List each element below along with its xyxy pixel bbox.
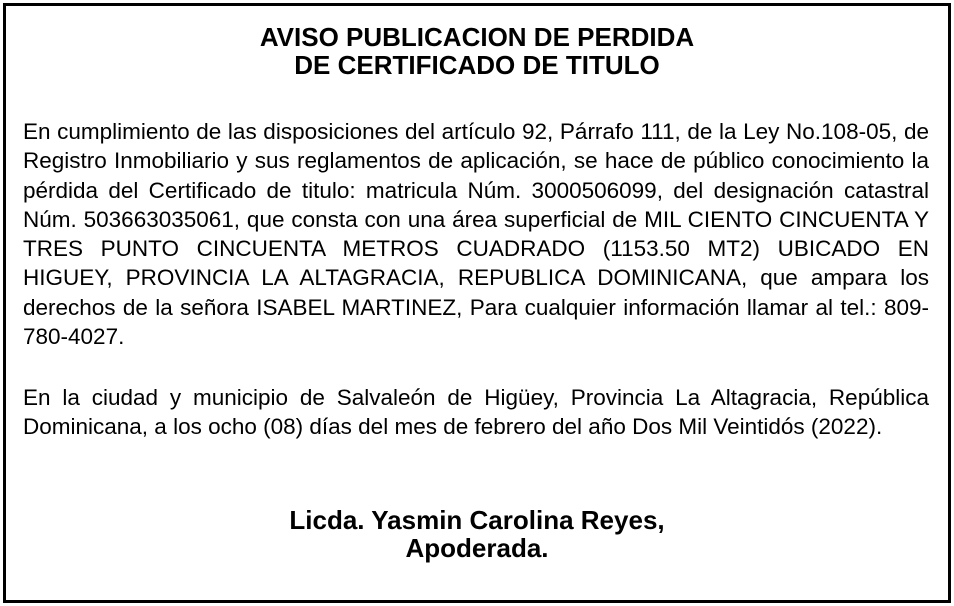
notice-body-paragraph: En cumplimiento de las disposiciones del artículo 92, Párrafo 111, de la Ley No.108-05, de Registro Inmobiliario y sus reglamentos de aplicación, se hace de público conocimiento la pérdida del Certificado de titulo: matricula Núm. 3000506099, del designación catastral Núm. 503663035061, que consta con una área superficial de MIL CIENTO CINCUENTA Y TRES PUNTO CINCUENTA METROS CUADRADO (1153.50 MT2) UBICADO EN HIGUEY, PROVINCIA LA ALTAGRACIA, REPUBLICA DOMINICANA, que ampara los derechos de la señora ISABEL MARTINEZ, Para cualquier información llamar al tel.: 809-780-4027. xyxy=(23,119,929,350)
signatory-name: Licda. Yasmin Carolina Reyes, xyxy=(289,505,665,535)
signature-block xyxy=(6,506,948,562)
signatory-role: Apoderada. xyxy=(405,533,549,563)
notice-title-line-2: DE CERTIFICADO DE TITULO xyxy=(294,50,660,80)
notice-title-line-1: AVISO PUBLICACION DE PERDIDA xyxy=(259,22,695,52)
notice-date-paragraph: En la ciudad y municipio de Salvaleón de Higüey, Provincia La Altagracia, República Dominicana, a los ocho (08) días del mes de febrero del año Dos Mil Veintidós (2022). xyxy=(23,385,929,440)
notice-frame xyxy=(3,3,951,603)
notice-title xyxy=(6,23,948,79)
